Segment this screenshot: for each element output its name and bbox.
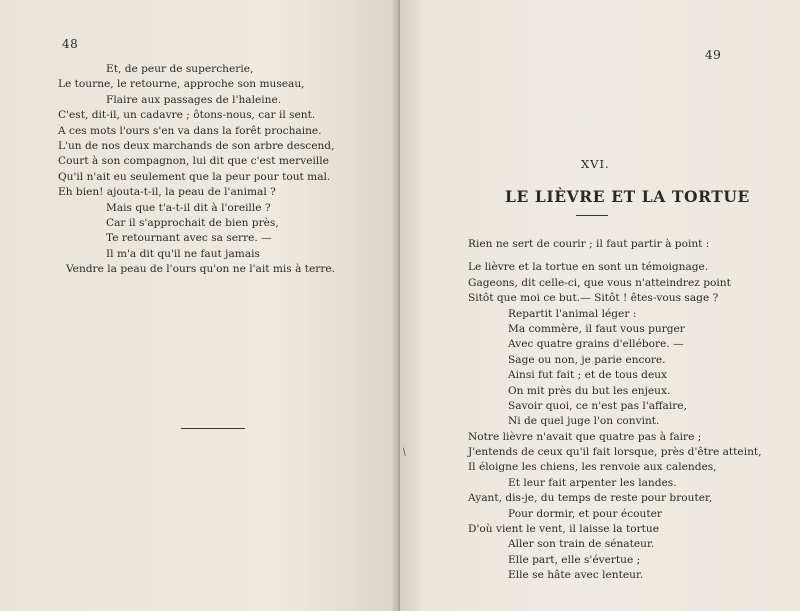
verse-line: Qu'il n'ait eu seulement que la peur pour tout mal. [58, 170, 331, 183]
verse-line: Et, de peur de supercherie, [106, 63, 254, 75]
verse-line: Avec quatre grains d'ellébore. — [508, 338, 684, 351]
verse-line: Elle part, elle s'évertue ; [508, 553, 641, 566]
verse-line: Gageons, dit celle-ci, que vous n'atteindrez point [468, 276, 731, 289]
verse-line: Il éloigne les chiens, les renvoie aux calendes, [468, 461, 717, 474]
verse-line: Te retournant avec sa serre. — [106, 232, 272, 245]
verse-line: Flaire aux passages de l'haleine. [106, 93, 282, 106]
verse-line: Aller son train de sénateur. [508, 538, 655, 551]
ink-mark: / [400, 446, 409, 459]
left-page [0, 0, 398, 611]
verse-line: Repartit l'animal léger : [508, 307, 637, 320]
poem-body [468, 237, 762, 584]
verse-line: Savoir quoi, ce n'est pas l'affaire, [508, 399, 687, 412]
verse-line: Il m'a dit qu'il ne faut jamais [106, 247, 260, 260]
verse-line: Mais que t'a-t-il dit à l'oreille ? [106, 201, 271, 214]
title-rule [576, 215, 608, 216]
verse-line: Notre lièvre n'avait que quatre pas à faire ; [468, 430, 702, 443]
verse-line: C'est, dit-il, un cadavre ; ôtons-nous, car il sent. [58, 109, 316, 122]
poem-title: LE LIÈVRE ET LA TORTUE [505, 187, 750, 206]
verse-line: Le tourne, le retourne, approche son museau, [58, 78, 305, 91]
end-rule [181, 428, 245, 429]
verse-line: J'entends de ceux qu'il fait lorsque, près d'être atteint, [468, 446, 762, 459]
verse-line: L'un de nos deux marchands de son arbre descend, [58, 139, 335, 152]
verse-line: Elle se hâte avec lenteur. [508, 569, 644, 582]
section-number: XVI. [581, 157, 610, 171]
verse-line: Pour dormir, et pour écouter [508, 507, 662, 520]
verse-line: Eh bien! ajouta-t-il, la peau de l'animal ? [58, 186, 276, 199]
page-number: 49 [705, 48, 722, 62]
verse-line: Ni de quel juge l'on convint. [508, 415, 660, 428]
verse-line: Et leur fait arpenter les landes. [508, 476, 677, 489]
page-number: 48 [62, 37, 79, 51]
verse-line: On mit près du but les enjeux. [508, 384, 671, 397]
verse-line: Vendre la peau de l'ours qu'on ne l'ait mis à terre. [66, 263, 336, 276]
verse-line: Ainsi fut fait ; et de tous deux [508, 369, 668, 382]
verse-line: Court à son compagnon, lui dit que c'est merveille [58, 155, 329, 168]
poem-ending [58, 62, 335, 277]
verse-line: Le lièvre et la tortue en sont un témoignage. [468, 261, 709, 274]
verse-line: Ayant, dis-je, du temps de reste pour brouter, [468, 492, 713, 505]
verse-line: Car il s'approchait de bien près, [106, 216, 279, 229]
verse-line: A ces mots l'ours s'en va dans la forêt prochaine. [58, 124, 322, 137]
verse-line: Sage ou non, je parie encore. [508, 353, 666, 366]
verse-line: Ma commère, il faut vous purger [508, 322, 685, 335]
verse-line: D'où vient le vent, il laisse la tortue [468, 523, 660, 536]
verse-line: Sitôt que moi ce but.— Sitôt ! êtes-vous sage ? [468, 292, 719, 305]
verse-line: Rien ne sert de courir ; il faut partir à point : [468, 238, 710, 250]
